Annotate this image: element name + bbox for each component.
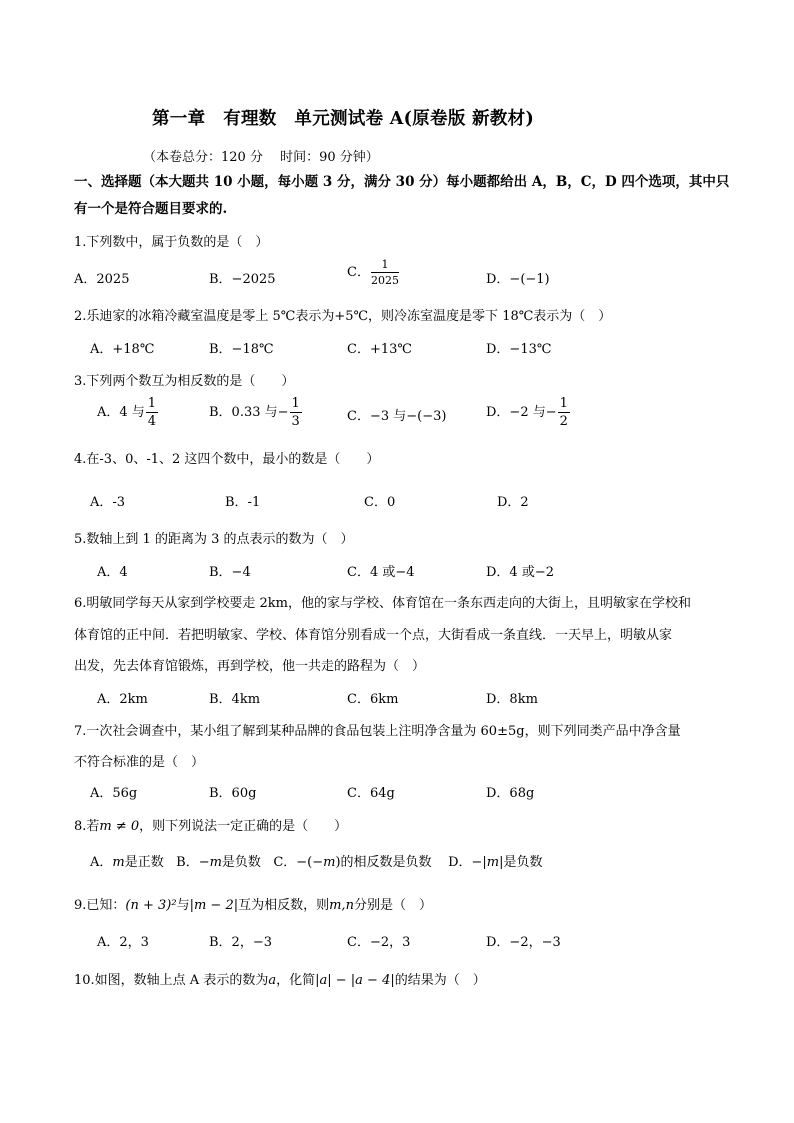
q5-stem: 5.数轴上到 1 的距离为 3 的点表示的数为（ ） (74, 532, 354, 547)
q8-stem-suffix: ，则下列说法一定正确的是（ ） (139, 819, 348, 834)
q8-option-b-text: 是负数 (221, 855, 261, 870)
q4-option-c: C．0 (364, 495, 396, 510)
q9-stem (74, 894, 432, 913)
q9-expr-square: (n + 3)² (125, 898, 177, 913)
fraction-numerator: 1 (147, 396, 157, 411)
q9-option-b: B．2，−3 (209, 935, 272, 950)
q7-option-a: A．56g (90, 786, 138, 801)
q9-option-d: D．−2，−3 (486, 935, 561, 950)
q8-option-c-label: C．−(− (273, 855, 324, 870)
q4-option-b: B．-1 (225, 495, 261, 510)
q5-option-c: C．4 或−4 (347, 565, 415, 580)
q5-option-d: D．4 或−2 (486, 565, 554, 580)
q2-option-d: D．−13℃ (486, 342, 552, 357)
q2-stem: 2.乐迪家的冰箱冷藏室温度是零上 5℃表示为+5℃，则冷冻室温度是零下 18℃表示为（ ） (74, 309, 612, 324)
q8-option-b-var: m (209, 855, 222, 870)
q8-stem (74, 815, 347, 834)
q3-option-d-label: D．−2 与− (486, 405, 557, 420)
q9-stem-prefix: 9.已知： (74, 898, 126, 913)
q9-option-c: C．−2，3 (347, 935, 411, 950)
q4-option-a: A．-3 (90, 495, 126, 510)
q7-option-b: B．60g (209, 786, 257, 801)
q8-option-a-label: A． (90, 855, 113, 870)
q3-option-b-fraction (290, 397, 302, 428)
q8-options (90, 851, 543, 870)
q8-option-c-text: )的相反数是负数 (335, 855, 432, 870)
section-heading-line2: 有一个是符合题目要求的. (74, 201, 228, 217)
q10-stem (74, 969, 486, 988)
q4-stem: 4.在-3、0、-1、2 这四个数中，最小的数是（ ） (74, 452, 380, 467)
q1-option-d: D．−(−1) (486, 272, 550, 287)
section-heading-line1: 一、选择题（本大题共 10 小题，每小题 3 分，满分 30 分）每小题都给出 A，B，C，D 四个选项，其中只 (74, 174, 730, 190)
q6-stem-line2: 体育馆的正中间．若把明敏家、学校、体育馆分别看成一个点，大街看成一条直线．一天早上，明敏从家 (74, 628, 673, 643)
q5-option-a: A．4 (97, 565, 128, 580)
q1-option-c-label: C． (347, 265, 370, 280)
q3-option-b-label: B．0.33 与− (209, 405, 289, 420)
q7-option-d: D．68g (486, 786, 535, 801)
fraction-denominator: 4 (147, 414, 157, 429)
q4-option-d: D．2 (497, 495, 529, 510)
fraction-denominator: 2 (559, 414, 568, 429)
fraction-numerator: 1 (371, 259, 399, 273)
q1-option-a: A．2025 (74, 272, 130, 287)
q6-option-a: A．2km (97, 692, 148, 707)
q6-stem-line1: 6.明敏同学每天从家到学校要走 2km，他的家与学校、体育馆在一条东西走向的大街上，且明敏家在学校和 (74, 596, 692, 611)
q3-option-a (97, 397, 159, 428)
q9-expr-abs: |m − 2| (189, 898, 239, 913)
q3-option-d (486, 397, 571, 428)
q3-stem: 3.下列两个数互为相反数的是（ ） (74, 374, 295, 389)
q8-option-c-var: m (323, 855, 336, 870)
q9-option-a: A．2，3 (97, 935, 149, 950)
q1-option-b: B．−2025 (209, 272, 276, 287)
q3-option-a-label: A．4 与 (97, 405, 145, 420)
q8-option-b-label: B．− (176, 855, 210, 870)
q1-option-c (347, 259, 400, 286)
q3-option-d-fraction (558, 397, 570, 428)
q2-option-a: A．+18℃ (90, 342, 155, 357)
q2-option-c: C．+13℃ (347, 342, 412, 357)
q10-expr: |a| − |a − 4| (315, 973, 395, 988)
q8-option-a-text: 是正数 (124, 855, 164, 870)
page-title: 第一章 有理数 单元测试卷 A(原卷版 新教材) (152, 109, 535, 129)
q10-stem-prefix: 10.如图，数轴上点 A 表示的数为 (74, 973, 269, 988)
q7-stem-line1: 7.一次社会调查中，某小组了解到某种品牌的食品包装上注明净含量为 60±5g，则下列同类产品中净含量 (74, 724, 681, 739)
q6-option-b: B．4km (209, 692, 261, 707)
q8-stem-prefix: 8.若 (74, 819, 100, 834)
q10-stem-suffix: 的结果为（ ） (394, 973, 486, 988)
q10-stem-mid: ，化简 (276, 973, 316, 988)
q9-stem-suffix: 分别是（ ） (353, 898, 432, 913)
exam-meta: （本卷总分：120 分 时间：90 分钟） (143, 150, 379, 165)
q9-vars: m,n (329, 898, 354, 913)
q9-stem-mid: 与 (176, 898, 190, 913)
q1-option-c-fraction (371, 259, 399, 286)
q6-option-c: C．6km (347, 692, 399, 707)
fraction-numerator: 1 (291, 396, 300, 411)
fraction-denominator: 2025 (370, 274, 399, 287)
q5-option-b: B．−4 (209, 565, 251, 580)
q8-option-d-text: 是负数 (503, 855, 543, 870)
q2-option-b: B．−18℃ (209, 342, 274, 357)
q8-option-d-var: |m| (482, 855, 504, 870)
q6-option-d: D．8km (486, 692, 538, 707)
q8-option-a-var: m (112, 855, 125, 870)
q9-stem-mid2: 互为相反数，则 (238, 898, 330, 913)
q3-option-c: C．−3 与−(−3) (347, 409, 447, 424)
q3-option-b (209, 397, 303, 428)
q3-option-a-fraction (146, 397, 158, 428)
q7-stem-line2: 不符合标准的是（ ） (74, 755, 205, 770)
fraction-numerator: 1 (559, 396, 568, 411)
fraction-denominator: 3 (291, 414, 300, 429)
q8-condition: m ≠ 0 (99, 819, 140, 834)
q10-var: a (268, 973, 277, 988)
q7-option-c: C．64g (347, 786, 395, 801)
q1-stem: 1.下列数中，属于负数的是（ ） (74, 235, 269, 250)
q8-option-d-label: D．− (448, 855, 483, 870)
q6-stem-line3: 出发，先去体育馆锻炼，再到学校，他一共走的路程为（ ） (74, 659, 426, 674)
